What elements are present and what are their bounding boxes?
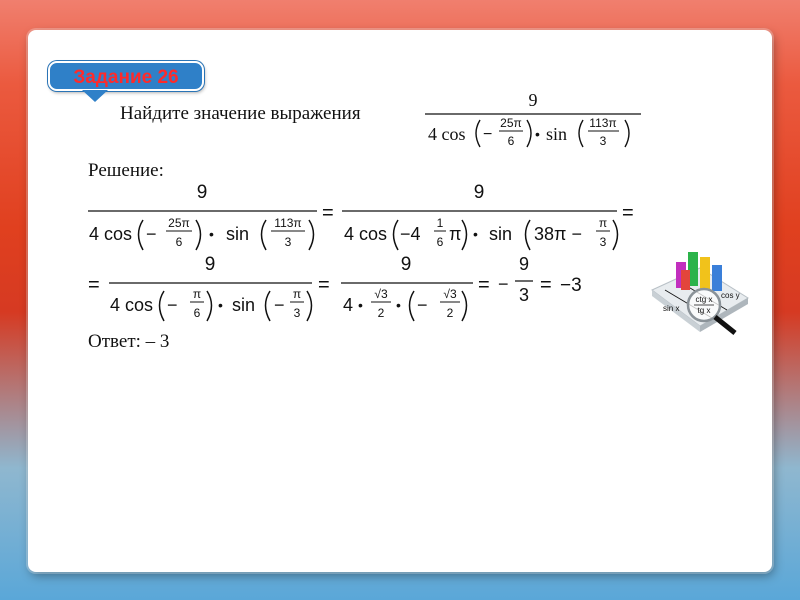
sin-label: sin — [546, 124, 568, 144]
frac-den: 6 — [436, 235, 444, 249]
minus-sign: − — [417, 295, 428, 315]
bullet: • — [218, 297, 223, 313]
trig-chart-icon — [652, 252, 748, 333]
frac-num: π — [292, 287, 302, 301]
solution-line-2 — [88, 254, 582, 321]
frac-num: 113π — [589, 116, 617, 130]
task-prompt: Найдите значение выражения — [120, 103, 361, 124]
bullet: • — [473, 226, 478, 242]
minus-sign: − — [483, 126, 493, 143]
equals-sign: = — [88, 274, 100, 296]
paren — [309, 220, 314, 250]
paren — [526, 220, 531, 250]
paren — [462, 220, 467, 250]
thirtyeight-pi: 38π − — [534, 224, 582, 244]
solution-label: Решение: — [88, 160, 164, 181]
minus-sign: − — [498, 274, 509, 294]
frac-den: 3 — [518, 285, 530, 305]
problem-expression — [425, 90, 641, 148]
equals-sign: = — [478, 274, 490, 296]
ctg-label: ctg x — [695, 295, 713, 304]
frac-den: 2 — [377, 306, 385, 320]
paren — [307, 291, 312, 321]
minus-four: −4 — [400, 224, 421, 244]
cos-label: cos y — [721, 291, 740, 300]
frac-den: 3 — [293, 306, 301, 320]
paren — [579, 120, 583, 147]
paren — [527, 120, 531, 147]
bullet: • — [358, 297, 363, 313]
paren — [462, 291, 467, 321]
numerator: 9 — [196, 182, 208, 203]
four-cos: 4 cos — [110, 295, 154, 315]
paren — [139, 220, 144, 250]
minus-sign: − — [274, 295, 285, 315]
paren — [207, 291, 212, 321]
paren — [160, 291, 165, 321]
sin-label: sin — [489, 224, 513, 244]
sin-label: sin — [232, 295, 256, 315]
frac-den: 6 — [175, 235, 183, 249]
frac-num: 25π — [168, 216, 190, 230]
paren — [394, 220, 399, 250]
problem-four-cos: 4 cos — [428, 124, 466, 144]
paren — [476, 120, 480, 147]
minus-sign: − — [146, 224, 157, 244]
frac-den: 6 — [193, 306, 201, 320]
sin-label: sin x — [663, 304, 680, 313]
paren — [262, 220, 267, 250]
tg-label: tg x — [697, 306, 711, 315]
frac-den: 3 — [599, 235, 607, 249]
numerator: 9 — [204, 254, 216, 275]
frac-num: √3 — [443, 287, 457, 301]
four: 4 — [343, 295, 354, 315]
numerator: 9 — [473, 182, 485, 203]
bullet: • — [396, 297, 401, 313]
task-badge: Задание 26 — [48, 61, 204, 91]
answer-text: Ответ: – 3 — [88, 331, 170, 352]
equals-sign: = — [622, 202, 634, 224]
frac-num: 9 — [518, 254, 530, 274]
frac-den: 6 — [507, 134, 515, 148]
solution-line-1 — [88, 182, 634, 250]
four-cos: 4 cos — [344, 224, 388, 244]
paren — [613, 220, 618, 250]
bullet: • — [535, 126, 540, 142]
sin-label: sin — [226, 224, 250, 244]
minus-sign: − — [167, 295, 178, 315]
result: −3 — [560, 275, 582, 296]
frac-den: 2 — [446, 306, 454, 320]
problem-numerator: 9 — [528, 90, 538, 110]
frac-den: 3 — [599, 134, 607, 148]
frac-num: π — [192, 287, 202, 301]
equals-sign: = — [540, 274, 552, 296]
bullet: • — [209, 226, 214, 242]
frac-den: 3 — [284, 235, 292, 249]
paren — [196, 220, 201, 250]
equals-sign: = — [322, 202, 334, 224]
paren — [625, 120, 629, 147]
pi: π — [449, 224, 462, 244]
frac-num: 1 — [436, 216, 444, 230]
frac-num: 25π — [500, 116, 522, 130]
paren — [266, 291, 271, 321]
frac-num: √3 — [374, 287, 388, 301]
paren — [410, 291, 415, 321]
four-cos: 4 cos — [89, 224, 133, 244]
frac-num: 113π — [274, 216, 302, 230]
frac-num: π — [598, 216, 608, 230]
equals-sign: = — [318, 274, 330, 296]
numerator: 9 — [400, 254, 412, 275]
